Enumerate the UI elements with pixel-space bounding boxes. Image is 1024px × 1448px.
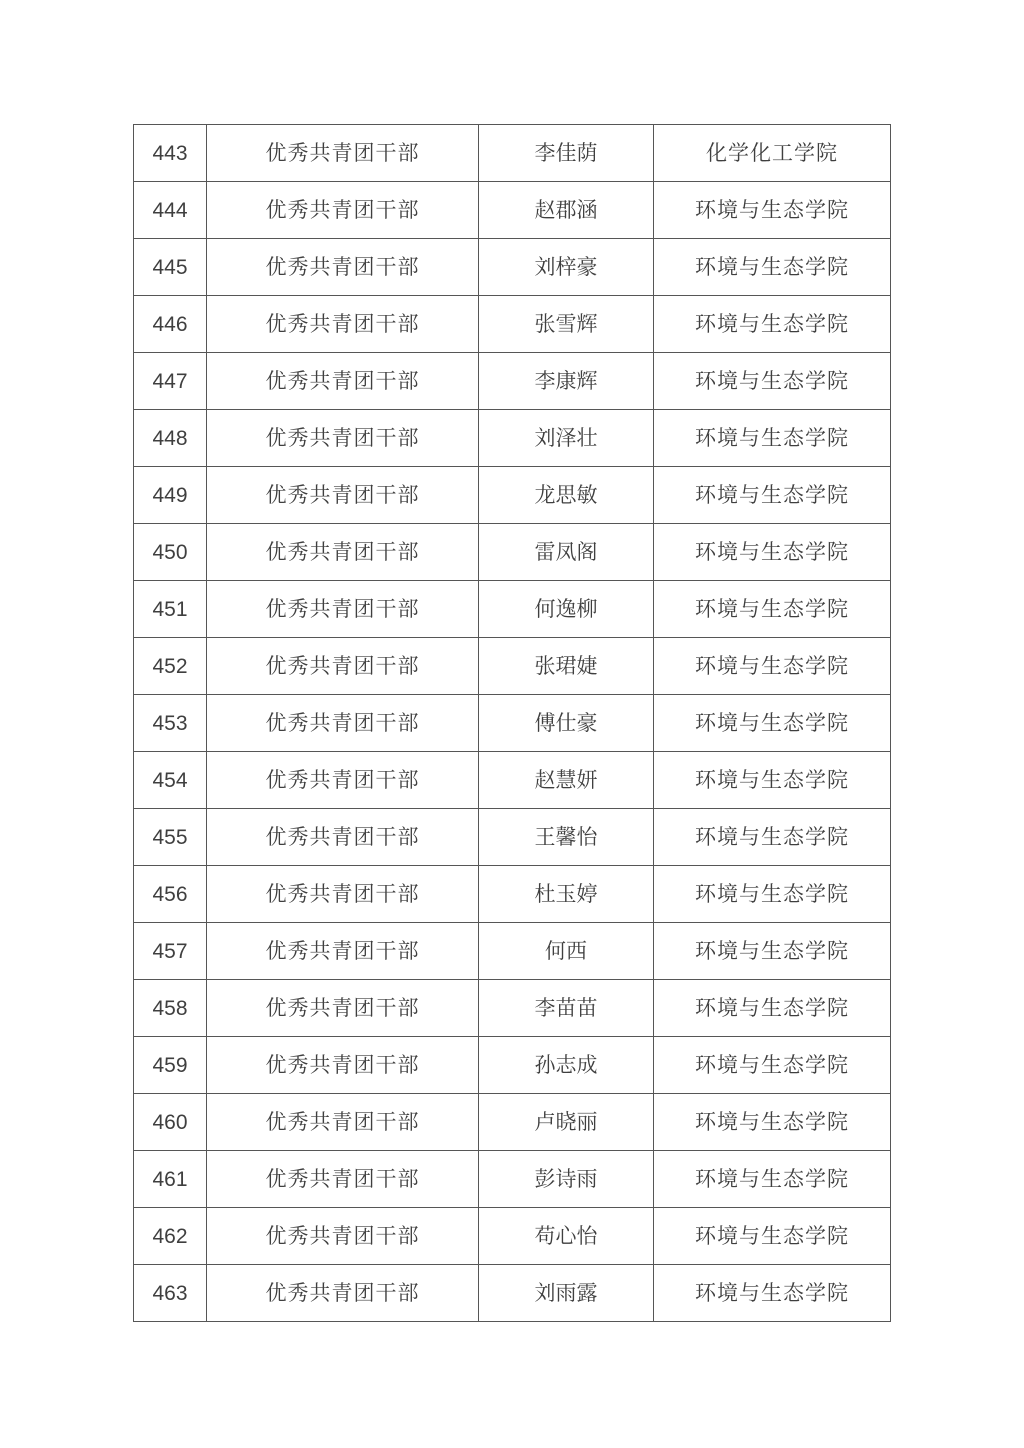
row-number-cell: 451 — [134, 581, 207, 638]
row-number-cell: 449 — [134, 467, 207, 524]
award-title-cell: 优秀共青团干部 — [207, 1208, 479, 1265]
college-name-cell: 环境与生态学院 — [654, 809, 891, 866]
student-name-cell: 赵慧妍 — [479, 752, 654, 809]
student-name-cell: 赵郡涵 — [479, 182, 654, 239]
student-name-cell: 王馨怡 — [479, 809, 654, 866]
student-name-cell: 卢晓丽 — [479, 1094, 654, 1151]
row-number-cell: 458 — [134, 980, 207, 1037]
college-name-cell: 环境与生态学院 — [654, 353, 891, 410]
row-number-cell: 452 — [134, 638, 207, 695]
table-row — [134, 296, 891, 353]
table-row — [134, 1151, 891, 1208]
college-name-cell: 环境与生态学院 — [654, 296, 891, 353]
award-title-cell: 优秀共青团干部 — [207, 1265, 479, 1322]
award-title-cell: 优秀共青团干部 — [207, 182, 479, 239]
table-row — [134, 467, 891, 524]
table-row — [134, 353, 891, 410]
college-name-cell: 环境与生态学院 — [654, 1037, 891, 1094]
row-number-cell: 443 — [134, 125, 207, 182]
student-name-cell: 李佳荫 — [479, 125, 654, 182]
college-name-cell: 环境与生态学院 — [654, 980, 891, 1037]
college-name-cell: 环境与生态学院 — [654, 752, 891, 809]
student-name-cell: 龙思敏 — [479, 467, 654, 524]
table-row — [134, 695, 891, 752]
row-number-cell: 459 — [134, 1037, 207, 1094]
student-name-cell: 刘梓豪 — [479, 239, 654, 296]
student-name-cell: 刘泽壮 — [479, 410, 654, 467]
student-name-cell: 张雪辉 — [479, 296, 654, 353]
college-name-cell: 环境与生态学院 — [654, 638, 891, 695]
row-number-cell: 461 — [134, 1151, 207, 1208]
award-title-cell: 优秀共青团干部 — [207, 1151, 479, 1208]
college-name-cell: 环境与生态学院 — [654, 239, 891, 296]
award-title-cell: 优秀共青团干部 — [207, 353, 479, 410]
row-number-cell: 462 — [134, 1208, 207, 1265]
student-name-cell: 何逸柳 — [479, 581, 654, 638]
row-number-cell: 445 — [134, 239, 207, 296]
row-number-cell: 455 — [134, 809, 207, 866]
award-title-cell: 优秀共青团干部 — [207, 410, 479, 467]
row-number-cell: 447 — [134, 353, 207, 410]
college-name-cell: 环境与生态学院 — [654, 524, 891, 581]
row-number-cell: 460 — [134, 1094, 207, 1151]
table-row — [134, 980, 891, 1037]
college-name-cell: 环境与生态学院 — [654, 1265, 891, 1322]
row-number-cell: 457 — [134, 923, 207, 980]
row-number-cell: 454 — [134, 752, 207, 809]
award-title-cell: 优秀共青团干部 — [207, 581, 479, 638]
college-name-cell: 环境与生态学院 — [654, 695, 891, 752]
table-row — [134, 125, 891, 182]
award-title-cell: 优秀共青团干部 — [207, 866, 479, 923]
award-title-cell: 优秀共青团干部 — [207, 1037, 479, 1094]
table-row — [134, 752, 891, 809]
student-name-cell: 雷凤阁 — [479, 524, 654, 581]
row-number-cell: 453 — [134, 695, 207, 752]
award-title-cell: 优秀共青团干部 — [207, 524, 479, 581]
college-name-cell: 环境与生态学院 — [654, 410, 891, 467]
student-name-cell: 何西 — [479, 923, 654, 980]
student-name-cell: 杜玉婷 — [479, 866, 654, 923]
college-name-cell: 环境与生态学院 — [654, 923, 891, 980]
row-number-cell: 456 — [134, 866, 207, 923]
table-row — [134, 239, 891, 296]
college-name-cell: 环境与生态学院 — [654, 182, 891, 239]
table-row — [134, 866, 891, 923]
college-name-cell: 环境与生态学院 — [654, 581, 891, 638]
table-row — [134, 581, 891, 638]
student-name-cell: 张珺婕 — [479, 638, 654, 695]
row-number-cell: 448 — [134, 410, 207, 467]
college-name-cell: 环境与生态学院 — [654, 1094, 891, 1151]
award-title-cell: 优秀共青团干部 — [207, 695, 479, 752]
awards-table-body — [134, 125, 891, 1322]
student-name-cell: 彭诗雨 — [479, 1151, 654, 1208]
student-name-cell: 孙志成 — [479, 1037, 654, 1094]
table-row — [134, 809, 891, 866]
awards-table — [133, 124, 891, 1322]
student-name-cell: 苟心怡 — [479, 1208, 654, 1265]
college-name-cell: 环境与生态学院 — [654, 467, 891, 524]
table-row — [134, 410, 891, 467]
award-title-cell: 优秀共青团干部 — [207, 752, 479, 809]
table-row — [134, 524, 891, 581]
student-name-cell: 傅仕豪 — [479, 695, 654, 752]
row-number-cell: 463 — [134, 1265, 207, 1322]
award-title-cell: 优秀共青团干部 — [207, 809, 479, 866]
award-title-cell: 优秀共青团干部 — [207, 239, 479, 296]
award-title-cell: 优秀共青团干部 — [207, 125, 479, 182]
table-row — [134, 1037, 891, 1094]
award-title-cell: 优秀共青团干部 — [207, 923, 479, 980]
college-name-cell: 环境与生态学院 — [654, 1151, 891, 1208]
college-name-cell: 化学化工学院 — [654, 125, 891, 182]
student-name-cell: 李苗苗 — [479, 980, 654, 1037]
table-row — [134, 1265, 891, 1322]
row-number-cell: 446 — [134, 296, 207, 353]
table-row — [134, 638, 891, 695]
table-row — [134, 1208, 891, 1265]
award-title-cell: 优秀共青团干部 — [207, 638, 479, 695]
student-name-cell: 刘雨露 — [479, 1265, 654, 1322]
award-title-cell: 优秀共青团干部 — [207, 1094, 479, 1151]
student-name-cell: 李康辉 — [479, 353, 654, 410]
award-title-cell: 优秀共青团干部 — [207, 296, 479, 353]
college-name-cell: 环境与生态学院 — [654, 1208, 891, 1265]
table-row — [134, 182, 891, 239]
table-row — [134, 1094, 891, 1151]
row-number-cell: 450 — [134, 524, 207, 581]
table-row — [134, 923, 891, 980]
award-title-cell: 优秀共青团干部 — [207, 980, 479, 1037]
award-title-cell: 优秀共青团干部 — [207, 467, 479, 524]
college-name-cell: 环境与生态学院 — [654, 866, 891, 923]
row-number-cell: 444 — [134, 182, 207, 239]
